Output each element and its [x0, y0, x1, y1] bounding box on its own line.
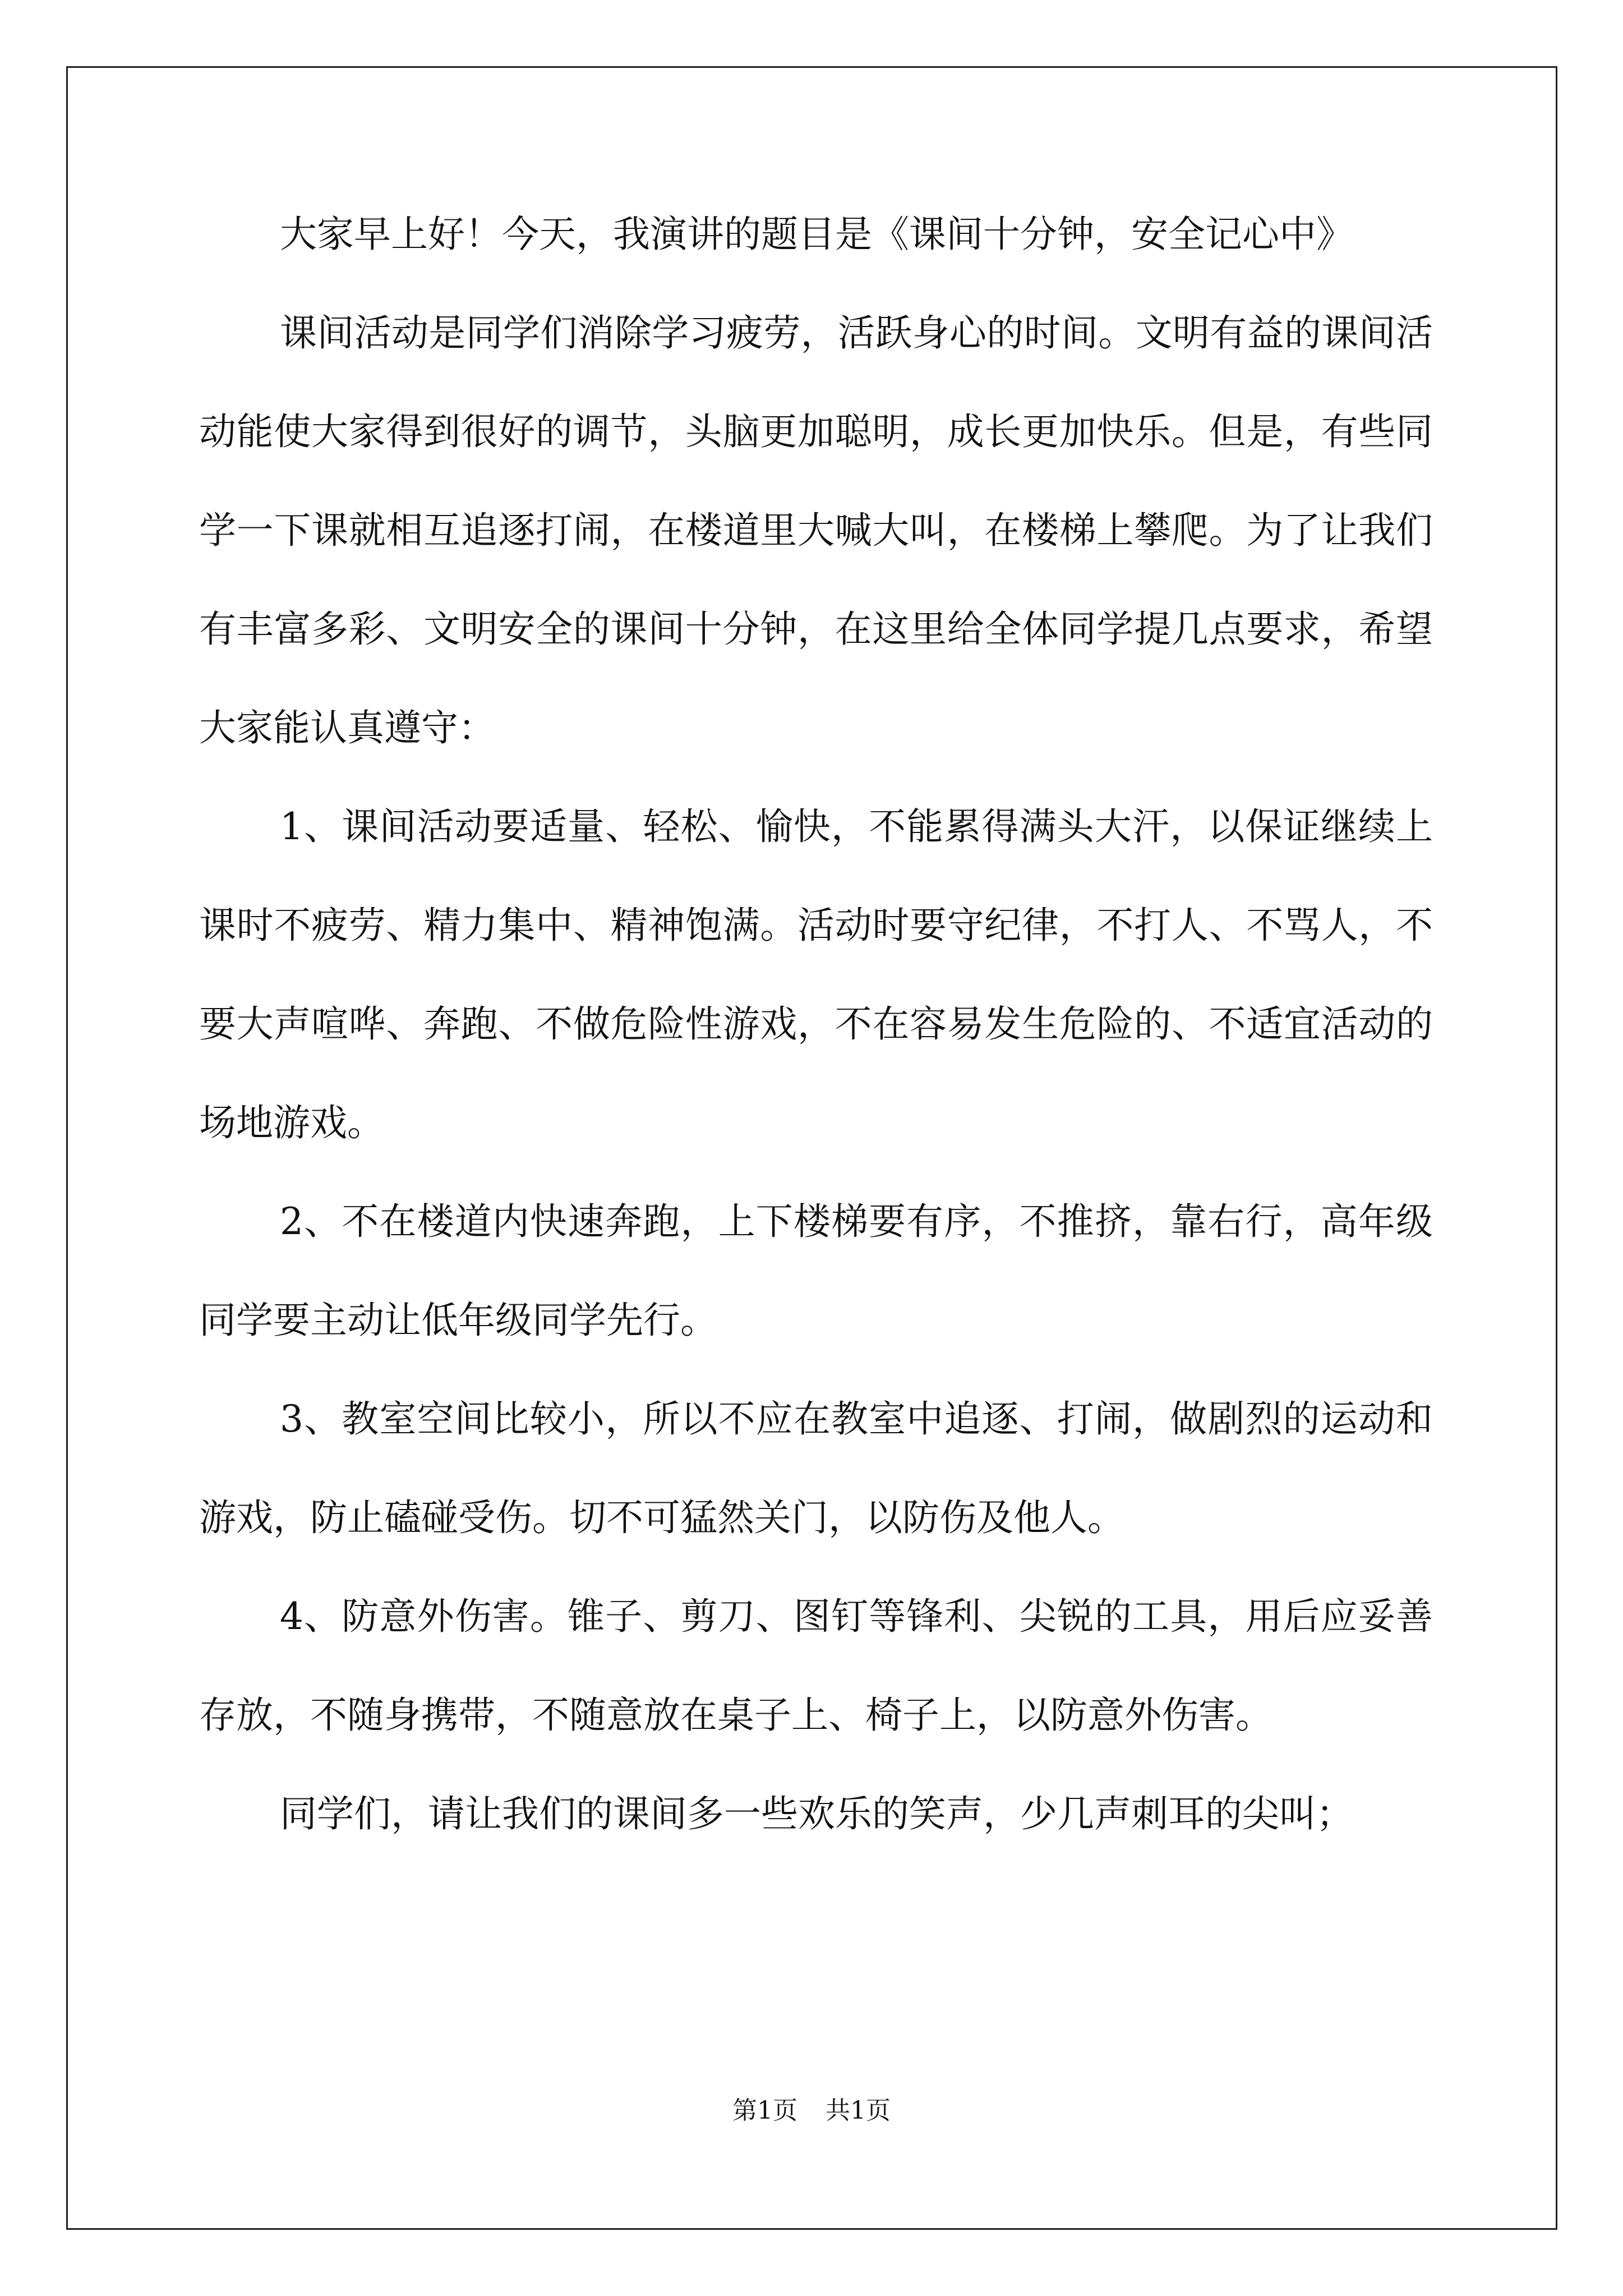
paragraph-rule-3: 3、教室空间比较小，所以不应在教室中追逐、打闹，做剧烈的运动和游戏，防止磕碰受伤。切不可猛然关门，以防伤及他人。	[199, 1397, 1433, 1539]
paragraph-rule-2: 2、不在楼道内快速奔跑，上下楼梯要有序，不推挤，靠右行，高年级同学要主动让低年级同学先行。	[199, 1200, 1433, 1342]
paragraph-greeting: 大家早上好！今天，我演讲的题目是《课间十分钟，安全记心中》	[280, 213, 1353, 256]
paragraph-rule-4: 4、防意外伤害。锥子、剪刀、图钉等锋利、尖锐的工具，用后应妥善存放，不随身携带，不随意放在桌子上、椅子上，以防意外伤害。	[199, 1595, 1433, 1737]
paragraph-rule-1: 1、课间活动要适量、轻松、愉快，不能累得满头大汗，以保证继续上课时不疲劳、精力集中、精神饱满。活动时要守纪律，不打人、不骂人，不要大声喧哗、奔跑、不做危险性游戏，不在容易发生危险的、不适宜活动的场地游戏。	[199, 805, 1433, 1144]
page-number: 第1页	[732, 2096, 797, 2125]
page-footer	[0, 2090, 1623, 2126]
page-total: 共1页	[826, 2096, 891, 2125]
paragraph-intro: 课间活动是同学们消除学习疲劳，活跃身心的时间。文明有益的课间活动能使大家得到很好的调节，头脑更加聪明，成长更加快乐。但是，有些同学一下课就相互追逐打闹，在楼道里大喊大叫，在楼梯上攀爬。为了让我们有丰富多彩、文明安全的课间十分钟，在这里给全体同学提几点要求，希望大家能认真遵守：	[199, 311, 1433, 749]
document-body	[199, 185, 1433, 1864]
paragraph-closing: 同学们，请让我们的课间多一些欢乐的笑声，少几声刺耳的尖叫；	[280, 1792, 1353, 1835]
